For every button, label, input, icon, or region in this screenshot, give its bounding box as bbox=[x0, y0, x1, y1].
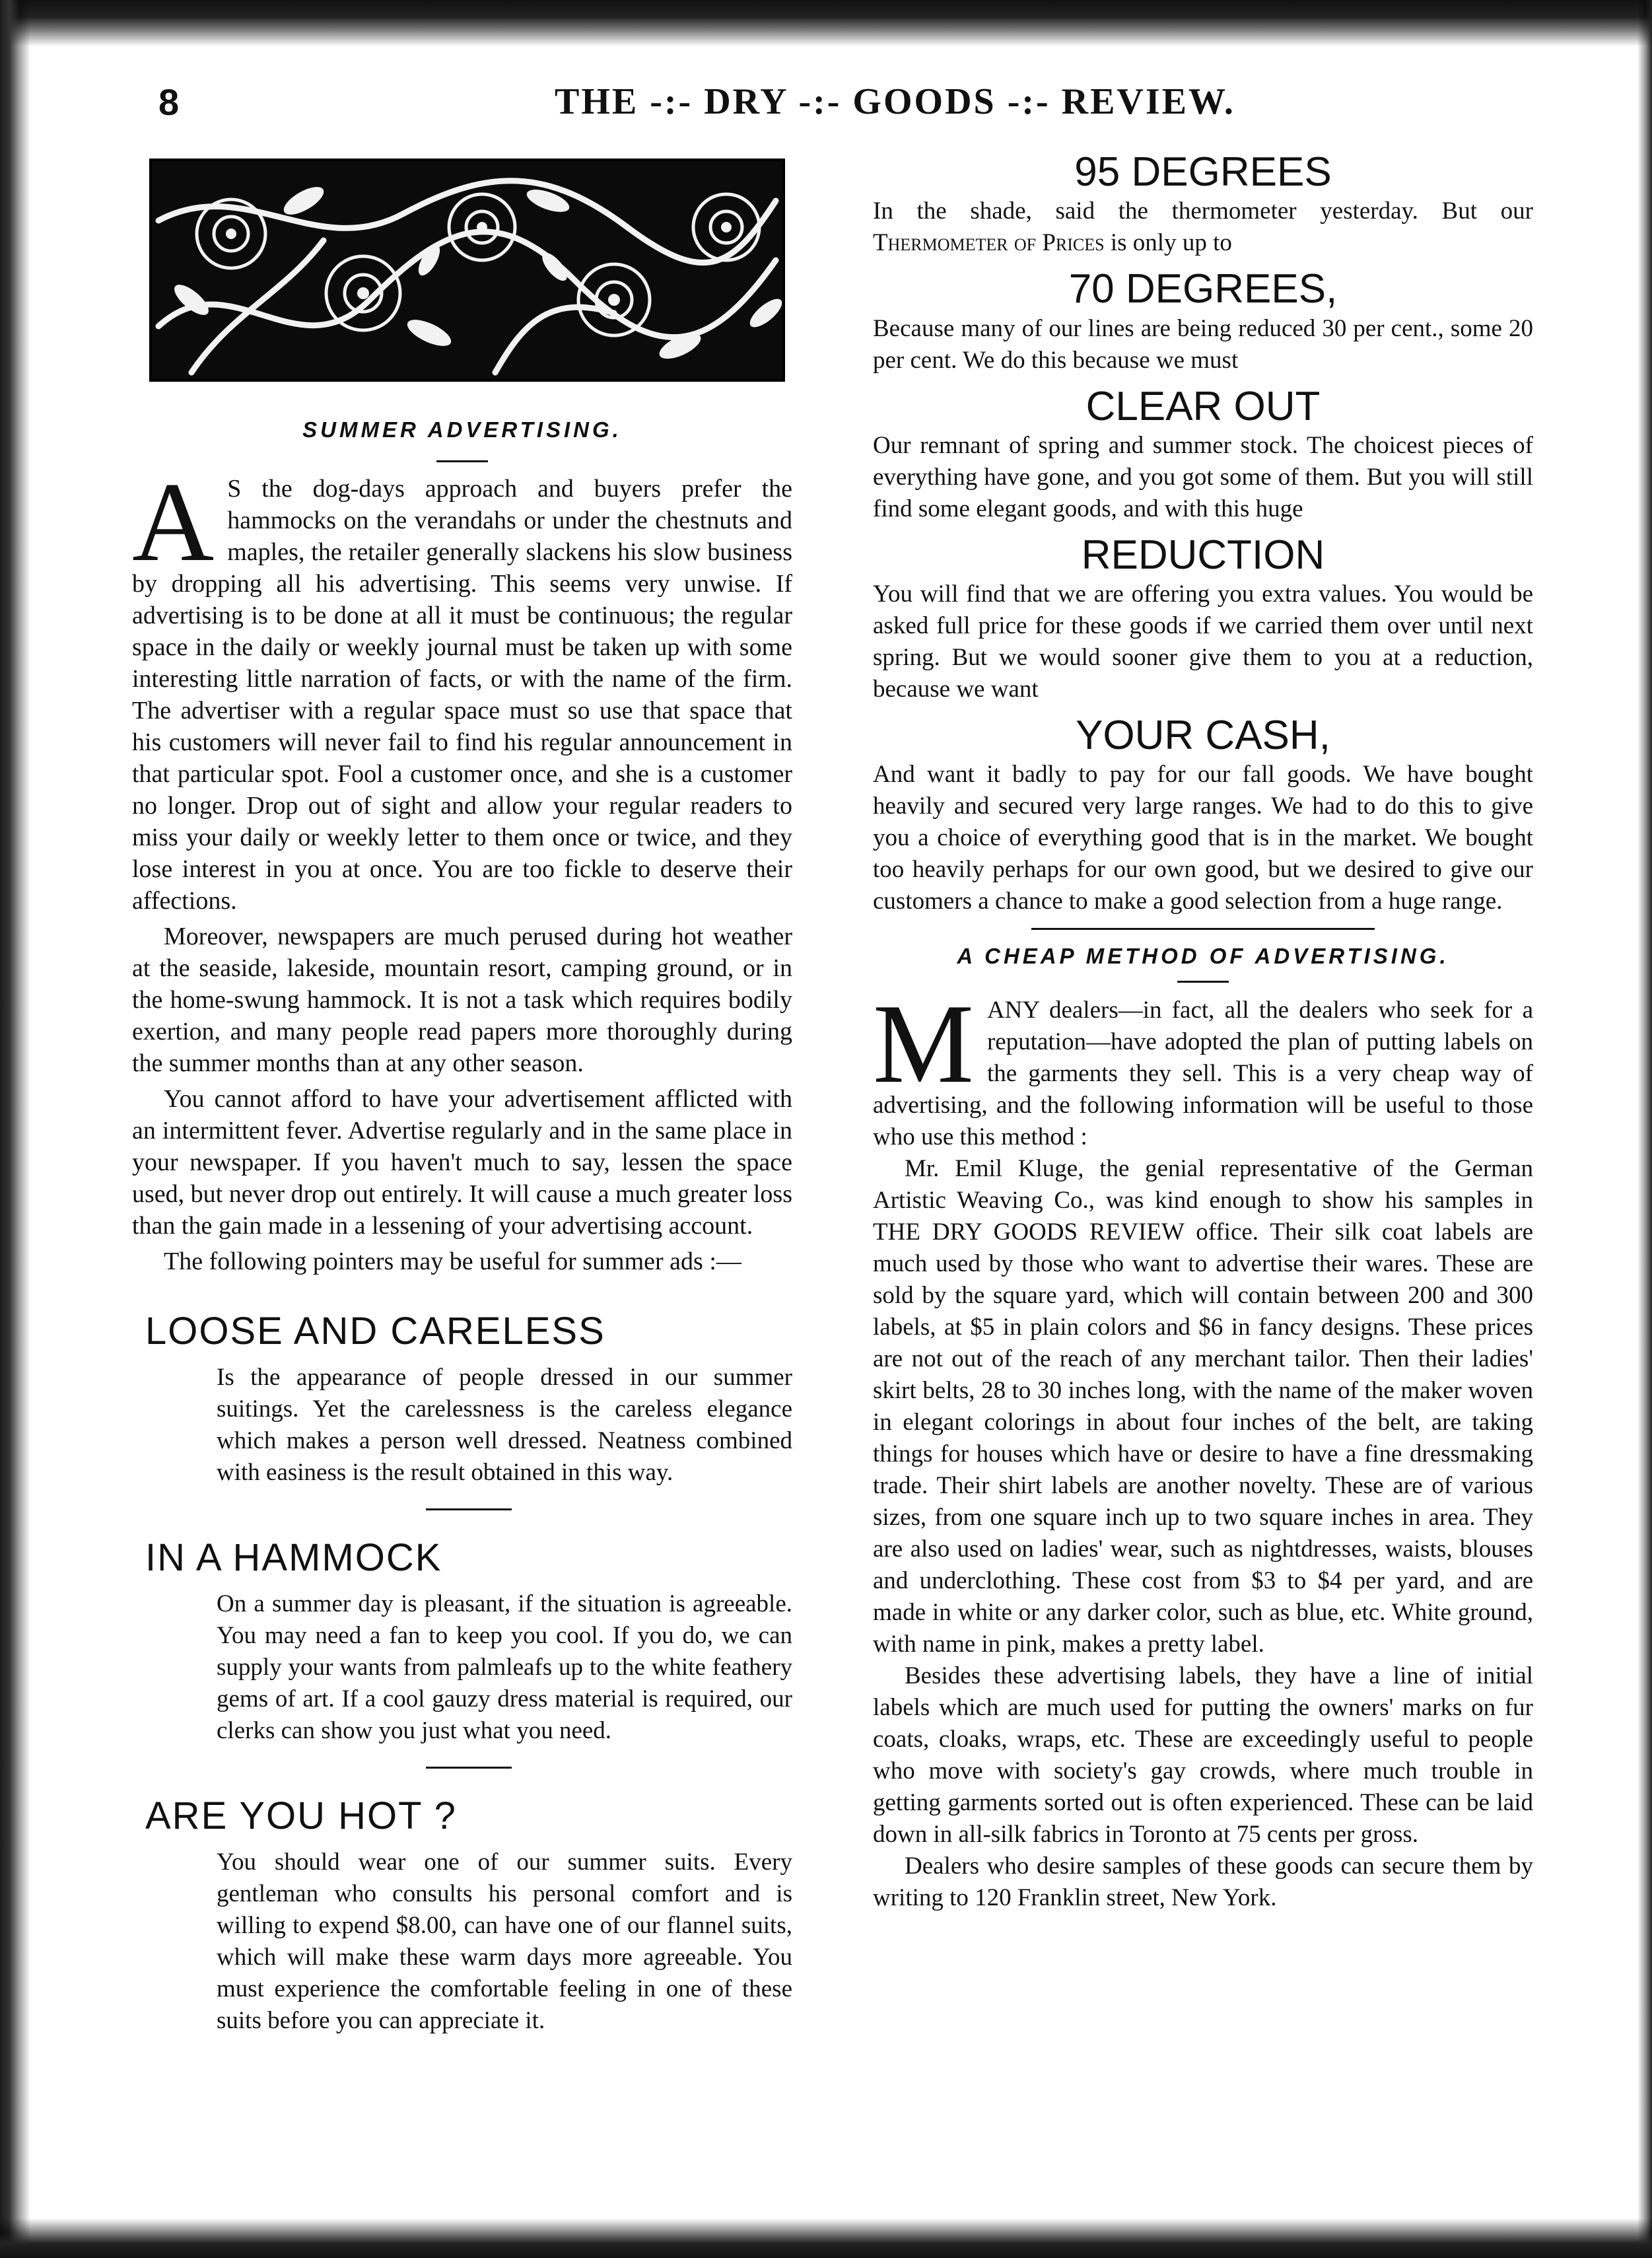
cheap-paragraph-1: MANY dealers—in fact, all the dealers who seek for a reputation—have adopted the plan of putting labels on the garments they sell. This is a very cheap way of advertising, and the following information will be useful to those who use this method : bbox=[873, 981, 1533, 1150]
promo-heading-2: 70 DEGREES, bbox=[1068, 266, 1338, 312]
summer-paragraph-2: Moreover, newspapers are much perused during hot weather at the seaside, lakeside, mountain resort, camping ground, or in the home-swung hammock. It is not a task which requires bodily exertion, and many people read papers more thoroughly during the summer months than at any other season. bbox=[132, 923, 792, 1078]
summer-paragraph-3: You cannot afford to have your advertisement afflicted with an intermittent fever. Advertise regularly and in the same place in your newspaper. If you haven't much to say, lessen the space used, but never drop out entirely. It will cause a much greater loss than the gain made in a lessening of your advertising account. bbox=[132, 1085, 793, 1240]
sample-ad-text-2: On a summer day is pleasant, if the situation is agreeable. You may need a fan to keep you cool. If you do, we can supply your wants from palmleafs up to the white feathery gems of art. If a cool gauzy dress material is required, our clerks can show you just what you need. bbox=[217, 1590, 792, 1744]
promo-heading-1: 95 DEGREES bbox=[1074, 149, 1332, 195]
page-number: 8 bbox=[158, 81, 180, 123]
cheap-paragraph-3: Besides these advertising labels, they have a line of initial labels which are much used for putting the owners' marks on fur coats, cloaks, wraps, etc. These are exceedingly useful to people who move with society's gay crowds, where much trouble in getting garments sorted out is often experienced. These can be laid down in all-silk fabrics in Toronto at 75 cents per gross. bbox=[873, 1662, 1533, 1848]
promo-text-3: Our remnant of spring and summer stock. The choicest pieces of everything have gone, and you got some of them. But you will still find some elegant goods, and with this huge bbox=[873, 431, 1533, 522]
sample-ad-text-3: You should wear one of our summer suits. Every gentleman who consults his personal comfort and is willing to expend $8.00, can have one of our flannel suits, which will make these warm days more agreeable. You must experience the comfortable feeling in one of these suits before you can appreciate it. bbox=[217, 1848, 792, 2034]
promo-heading-5: YOUR CASH, bbox=[1076, 713, 1330, 759]
floral-vine-ornament-icon bbox=[149, 159, 785, 382]
promo-text-2: Because many of our lines are being reduced 30 per cent., some 20 per cent. We do this because we must bbox=[873, 314, 1533, 374]
cheap-paragraph-4: Dealers who desire samples of these goods can secure them by writing to 120 Franklin street, New York. bbox=[873, 1852, 1533, 1911]
sample-ad-heading-2: IN A HAMMOCK bbox=[145, 1536, 442, 1580]
summer-paragraph-1: A S the dog-days approach and buyers prefer the hammocks on the verandahs or under the chestnuts and maples, the retailer generally slackens his slow business by dropping all his advertising. This seems very unwise. If advertising is to be done at all it must be continuous; the regular space in the daily or weekly journal must be taken up with some interesting little narration of facts, or with the name of the firm. The advertiser with a regular space must so use that space that his customers will never fail to find his regular announcement in that particular spot. Fool a customer once, and she is a customer no longer. Drop out of sight and allow your regular readers to miss your daily or weekly letter to them once or twice, and they lose interest in you at once. You are too fickle to deserve their affections. bbox=[132, 460, 792, 915]
promo-text-5: And want it badly to pay for our fall goods. We have bought heavily and secured very large ranges. We had to do this to give you a choice of everything good that is in the market. We bought too heavily perhaps for our own good, but we desired to give our customers a chance to make a good selection from a huge range. bbox=[873, 761, 1533, 915]
sample-ad-rule bbox=[426, 1767, 512, 1769]
promo-text-4: You will find that we are offering you extra values. You would be asked full price for these goods if we carried them over until next spring. But we would sooner give them to you at a reduction, because we want bbox=[873, 581, 1533, 703]
page-edge-bottom bbox=[0, 2218, 1652, 2258]
promo-heading-3: CLEAR OUT bbox=[1085, 383, 1321, 429]
sample-ad-heading-3: ARE YOU HOT ? bbox=[145, 1794, 457, 1837]
page-edge-right bbox=[1637, 0, 1652, 2258]
left-column bbox=[132, 159, 792, 2037]
sample-ad-text-1: Is the appearance of people dressed in our summer suitings. Yet the carelessness is the careless elegance which makes a person well dressed. Neatness combined with easiness is the result obtained in this way. bbox=[217, 1364, 792, 1487]
section-divider bbox=[1031, 928, 1375, 930]
dropcap-letter: A bbox=[132, 460, 215, 586]
promo-text-1: In the shade, said the thermometer yesterday. But our Thermometer of Prices is only up to bbox=[873, 197, 1533, 257]
summer-advertising-title: SUMMER ADVERTISING. bbox=[302, 417, 622, 442]
page-header bbox=[132, 81, 1387, 133]
summer-paragraph-4: The following pointers may be useful for summer ads :— bbox=[164, 1248, 741, 1276]
page-edge-left bbox=[0, 0, 30, 2258]
masthead-title: THE -:- DRY -:- GOODS -:- REVIEW. bbox=[555, 81, 1235, 122]
sample-ad-rule bbox=[426, 1508, 512, 1510]
cheap-paragraph-2: Mr. Emil Kluge, the genial representative of the German Artistic Weaving Co., was kind enough to show his samples in THE DRY GOODS REVIEW office. Their silk coat labels are much used by those who want to advertise their wares. These are sold by the square yard, which will contain between 200 and 300 labels, at $5 in plain colors and $6 in fancy designs. These prices are not out of the reach of any merchant tailor. Then their ladies' skirt belts, 28 to 30 inches long, with the name of the maker woven in elegant colorings in about four inches of the belt, are taking things for houses which have or desire to have a fine dressmaking trade. Their shirt labels are another novelty. These are of various sizes, from one square inch up to two square inches in area. They are also used on ladies' wear, such as nightdresses, waists, blouses and underclothing. These cost from $3 to $4 per yard, and are made in white or any darker color, such as blue, etc. White ground, with name in pink, makes a pretty label. bbox=[873, 1154, 1533, 1658]
page-edge-top bbox=[0, 0, 1652, 46]
dropcap-letter: M bbox=[873, 981, 974, 1107]
title-rule bbox=[1177, 981, 1229, 983]
right-column bbox=[873, 149, 1533, 1914]
sample-ad-heading-1: LOOSE AND CARELESS bbox=[145, 1310, 605, 1353]
cheap-method-title: A CHEAP METHOD OF ADVERTISING. bbox=[957, 944, 1449, 969]
title-rule bbox=[436, 460, 488, 462]
promo-heading-4: REDUCTION bbox=[1081, 532, 1325, 578]
